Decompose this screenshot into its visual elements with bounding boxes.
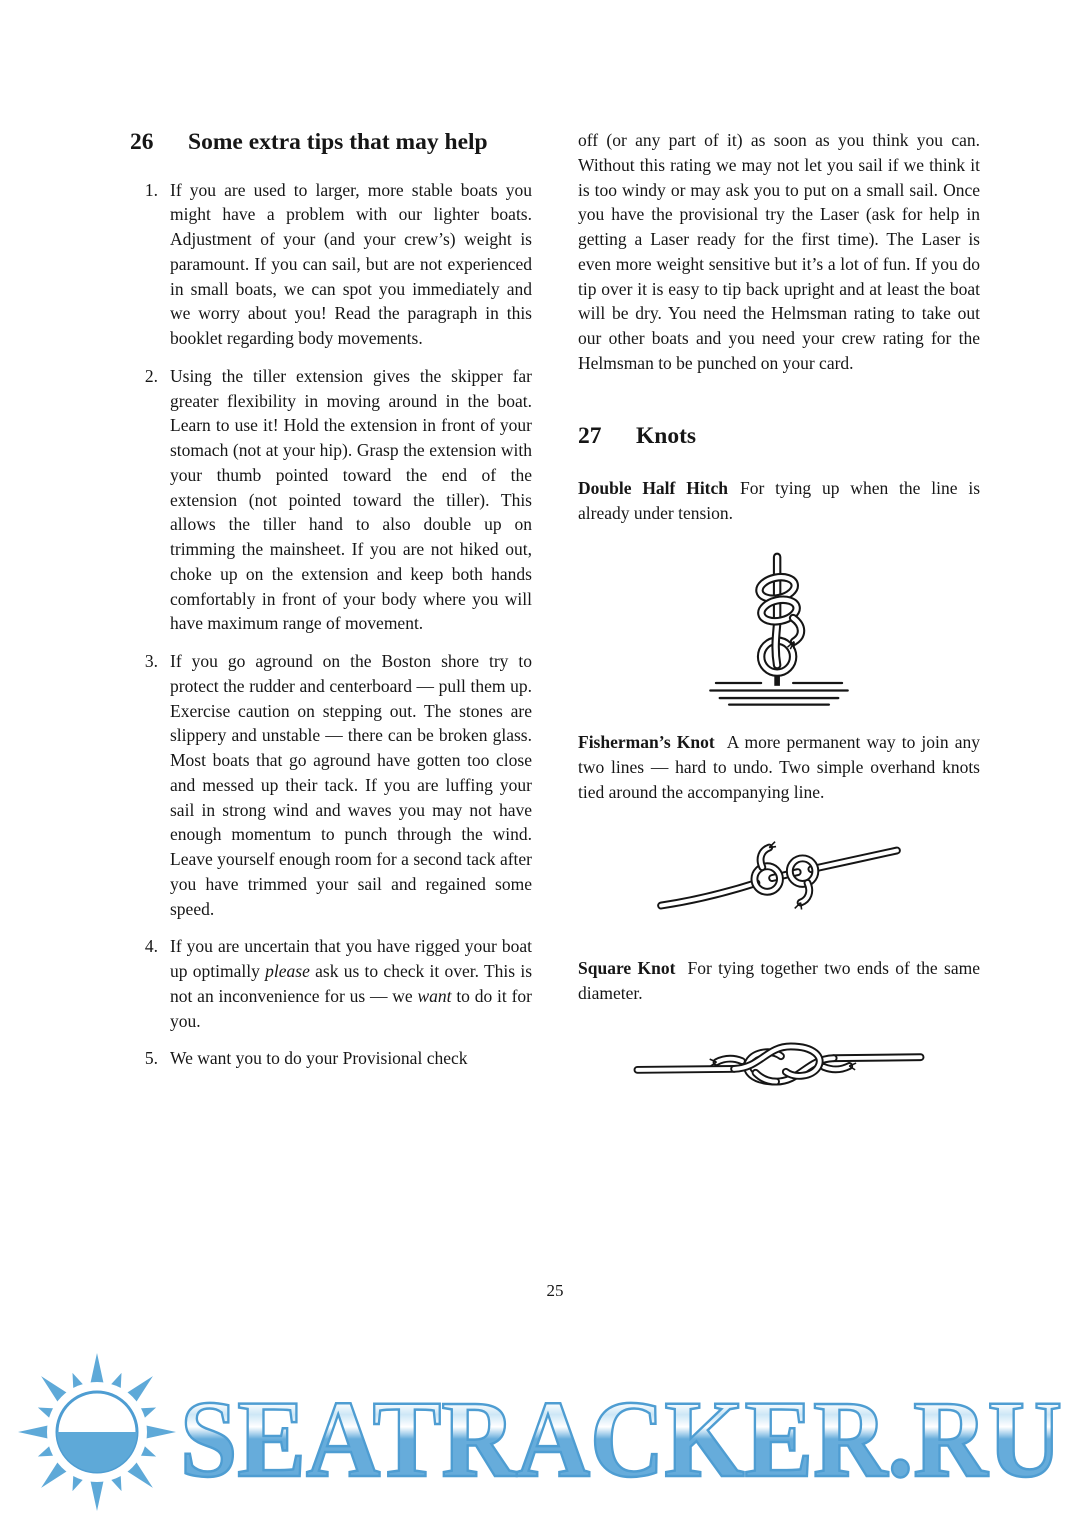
double-half-hitch-figure <box>578 544 980 717</box>
sun-logo <box>14 1351 180 1513</box>
knot-double-half-hitch <box>578 476 980 716</box>
knot-caption <box>578 476 980 526</box>
text-segment: If you are uncertain that you have rigged your boat up optimally <box>170 936 532 982</box>
knot-fishermans <box>578 730 980 942</box>
square-knot-illustration <box>631 1024 927 1106</box>
knot-name: Square Knot <box>578 958 676 979</box>
item-text: If you are used to larger, more stable boats you might have a problem with our lighter boats. Adjustment of your (and your crew’s) weight is paramount. If you can sail, but are not experienced in small boats, we can spot you immediately and we worry about you! Read the paragraph in this booklet regarding body movements. <box>170 179 532 349</box>
right-column <box>578 128 980 1127</box>
item-number: 5. <box>144 1048 158 1069</box>
watermark <box>0 1347 1080 1515</box>
item-text: We want you to do your Provisional check <box>170 1048 468 1069</box>
item-text: Using the tiller extension gives the skipper far greater flexibility in moving around in the boat. Learn to use it! Hold the extension in front of your stomach (not at your hip). Grasp the extension with your thumb pointed toward the end of the extension (not pointed toward the tiller). This allows the tiller hand to also double up on trimming the mainsheet. If you are not hiked out, choke up on the extension and keep both hands comfortably in front of your body where you will have maximum range of movement. <box>170 365 532 634</box>
knot-caption <box>578 730 980 804</box>
section-27-heading <box>578 422 980 451</box>
section-number: 27 <box>578 422 602 449</box>
knot-description: For tying together two ends of the same diameter. <box>578 958 980 1004</box>
knot-description: For tying up when the line is already under tension. <box>578 478 981 523</box>
knot-caption <box>578 956 980 1006</box>
item-number: 2. <box>144 365 158 386</box>
item-number: 1. <box>144 179 158 200</box>
left-column <box>130 128 532 1084</box>
knot-name: Double Half Hitch <box>578 478 729 499</box>
knot-square <box>578 956 980 1112</box>
square-knot-figure <box>578 1024 980 1113</box>
section-title: Some extra tips that may help <box>188 129 488 155</box>
tip-item-2 <box>130 364 532 636</box>
watermark-text: SEATRACKER.RU <box>180 1378 1062 1500</box>
text-segment-italic: please <box>265 961 310 982</box>
page-number: 25 <box>546 1281 564 1300</box>
knot-name: Fisherman’s Knot <box>578 732 715 753</box>
text-segment: ask us to check it over. This is not an inconvenience for us — we <box>170 961 533 1006</box>
section-26-heading <box>130 128 532 157</box>
section-number: 26 <box>130 129 154 155</box>
item-text <box>170 934 532 1033</box>
double-half-hitch-illustration <box>699 544 859 710</box>
text-segment-italic: want <box>417 985 452 1006</box>
tip-item-1 <box>130 178 532 351</box>
item-number: 3. <box>144 651 158 672</box>
section-title: Knots <box>636 422 697 449</box>
item-number: 4. <box>144 936 158 957</box>
continuation-paragraph: off (or any part of it) as soon as you think you can. Without this rating we may not let you sail if we think it is too windy or may ask you to put on a small sail. Once you have the provisional try the Laser (ask for help in getting a Laser ready for the first time). The Laser is even more weight sensitive but it’s a lot of fun. If you do tip over it is easy to tip back upright and at least the boat will be dry. You need the Helmsman rating to take out our other boats and you need your crew rating for the Helmsman to be punched on your card. <box>578 130 980 373</box>
tip-item-3 <box>130 649 532 921</box>
item-text: If you go aground on the Boston shore try to protect the rudder and centerboard — pull them up. Exercise caution on stepping out. The stones are slippery and unstable — there can be broken glass. Most boats that go aground have gotten too close and messed up their tack. If you are luffing your sail in strong wind and waves you may not have enough momentum to punch through the wind. Leave yourself enough room for a second tack after you have trimmed your sail and regained some speed. <box>170 651 532 919</box>
text-segment: to do it for you. <box>170 985 532 1031</box>
fishermans-knot-figure <box>578 823 980 943</box>
tip-item-4 <box>130 934 532 1033</box>
watermark-text-graphic <box>178 1373 1066 1503</box>
tip-item-5 <box>130 1046 532 1071</box>
fishermans-knot-illustration <box>656 823 902 936</box>
knot-description: A more permanent way to join any two lines — hard to undo. Two simple overhand knots tied around the accompanying line. <box>578 732 980 802</box>
